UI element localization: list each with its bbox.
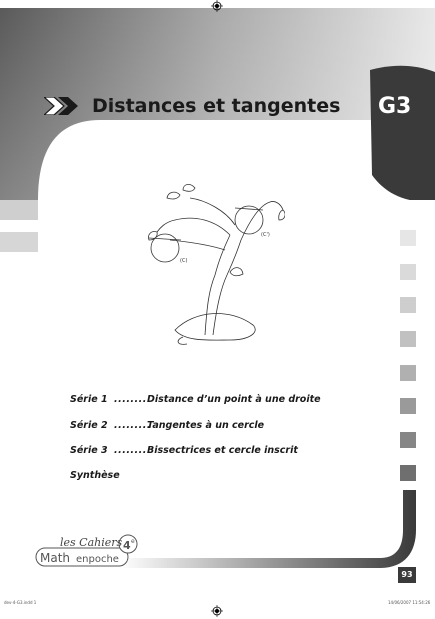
logo-enpoche: enpoche	[76, 554, 119, 565]
side-square	[400, 465, 416, 481]
synthesis-label: Synthèse	[70, 470, 120, 481]
circle-label-c-prime: (C')	[261, 232, 270, 238]
toc-item-2[interactable]	[70, 420, 264, 431]
chapter-title: Distances et tangentes	[92, 95, 341, 117]
brand-logo	[34, 534, 146, 574]
side-tab	[0, 232, 38, 252]
page-number: 93	[398, 567, 416, 583]
series-title: Tangentes à un cercle	[147, 420, 265, 431]
side-square	[400, 365, 416, 381]
tree-illustration	[135, 180, 285, 350]
series-title: Bissectrices et cercle inscrit	[147, 445, 298, 456]
registration-mark-icon	[211, 0, 223, 12]
logo-badge: 4	[123, 539, 131, 552]
toc-item-synthesis[interactable]	[70, 470, 120, 481]
registration-mark-icon	[211, 605, 223, 617]
logo-badge-sup: e	[131, 538, 135, 545]
side-square	[400, 230, 416, 246]
side-square	[400, 398, 416, 414]
toc-dots: .........	[114, 420, 151, 431]
toc-item-1[interactable]	[70, 394, 321, 405]
chapter-code: G3	[378, 94, 412, 119]
toc-dots: .........	[114, 394, 151, 405]
side-square	[400, 331, 416, 347]
series-title: Distance d’un point à une droite	[147, 394, 321, 405]
side-square	[400, 264, 416, 280]
series-label: Série 2	[70, 420, 108, 431]
logo-line1: les Cahiers	[60, 536, 123, 549]
footer-file-info: dev-4-G3.indd 1	[4, 600, 37, 605]
toc-item-3[interactable]	[70, 445, 298, 456]
side-square	[400, 297, 416, 313]
circle-label-c: (C)	[180, 258, 188, 264]
footer-date-info: 14/06/2007 11:54:26	[388, 600, 431, 605]
footer-swoosh	[120, 490, 420, 570]
series-label: Série 1	[70, 394, 108, 405]
double-chevron-icon	[44, 97, 86, 115]
side-square	[400, 432, 416, 448]
side-tab	[0, 200, 38, 220]
toc-dots: .........	[114, 445, 151, 456]
logo-math: Math	[40, 551, 71, 565]
series-label: Série 3	[70, 445, 108, 456]
